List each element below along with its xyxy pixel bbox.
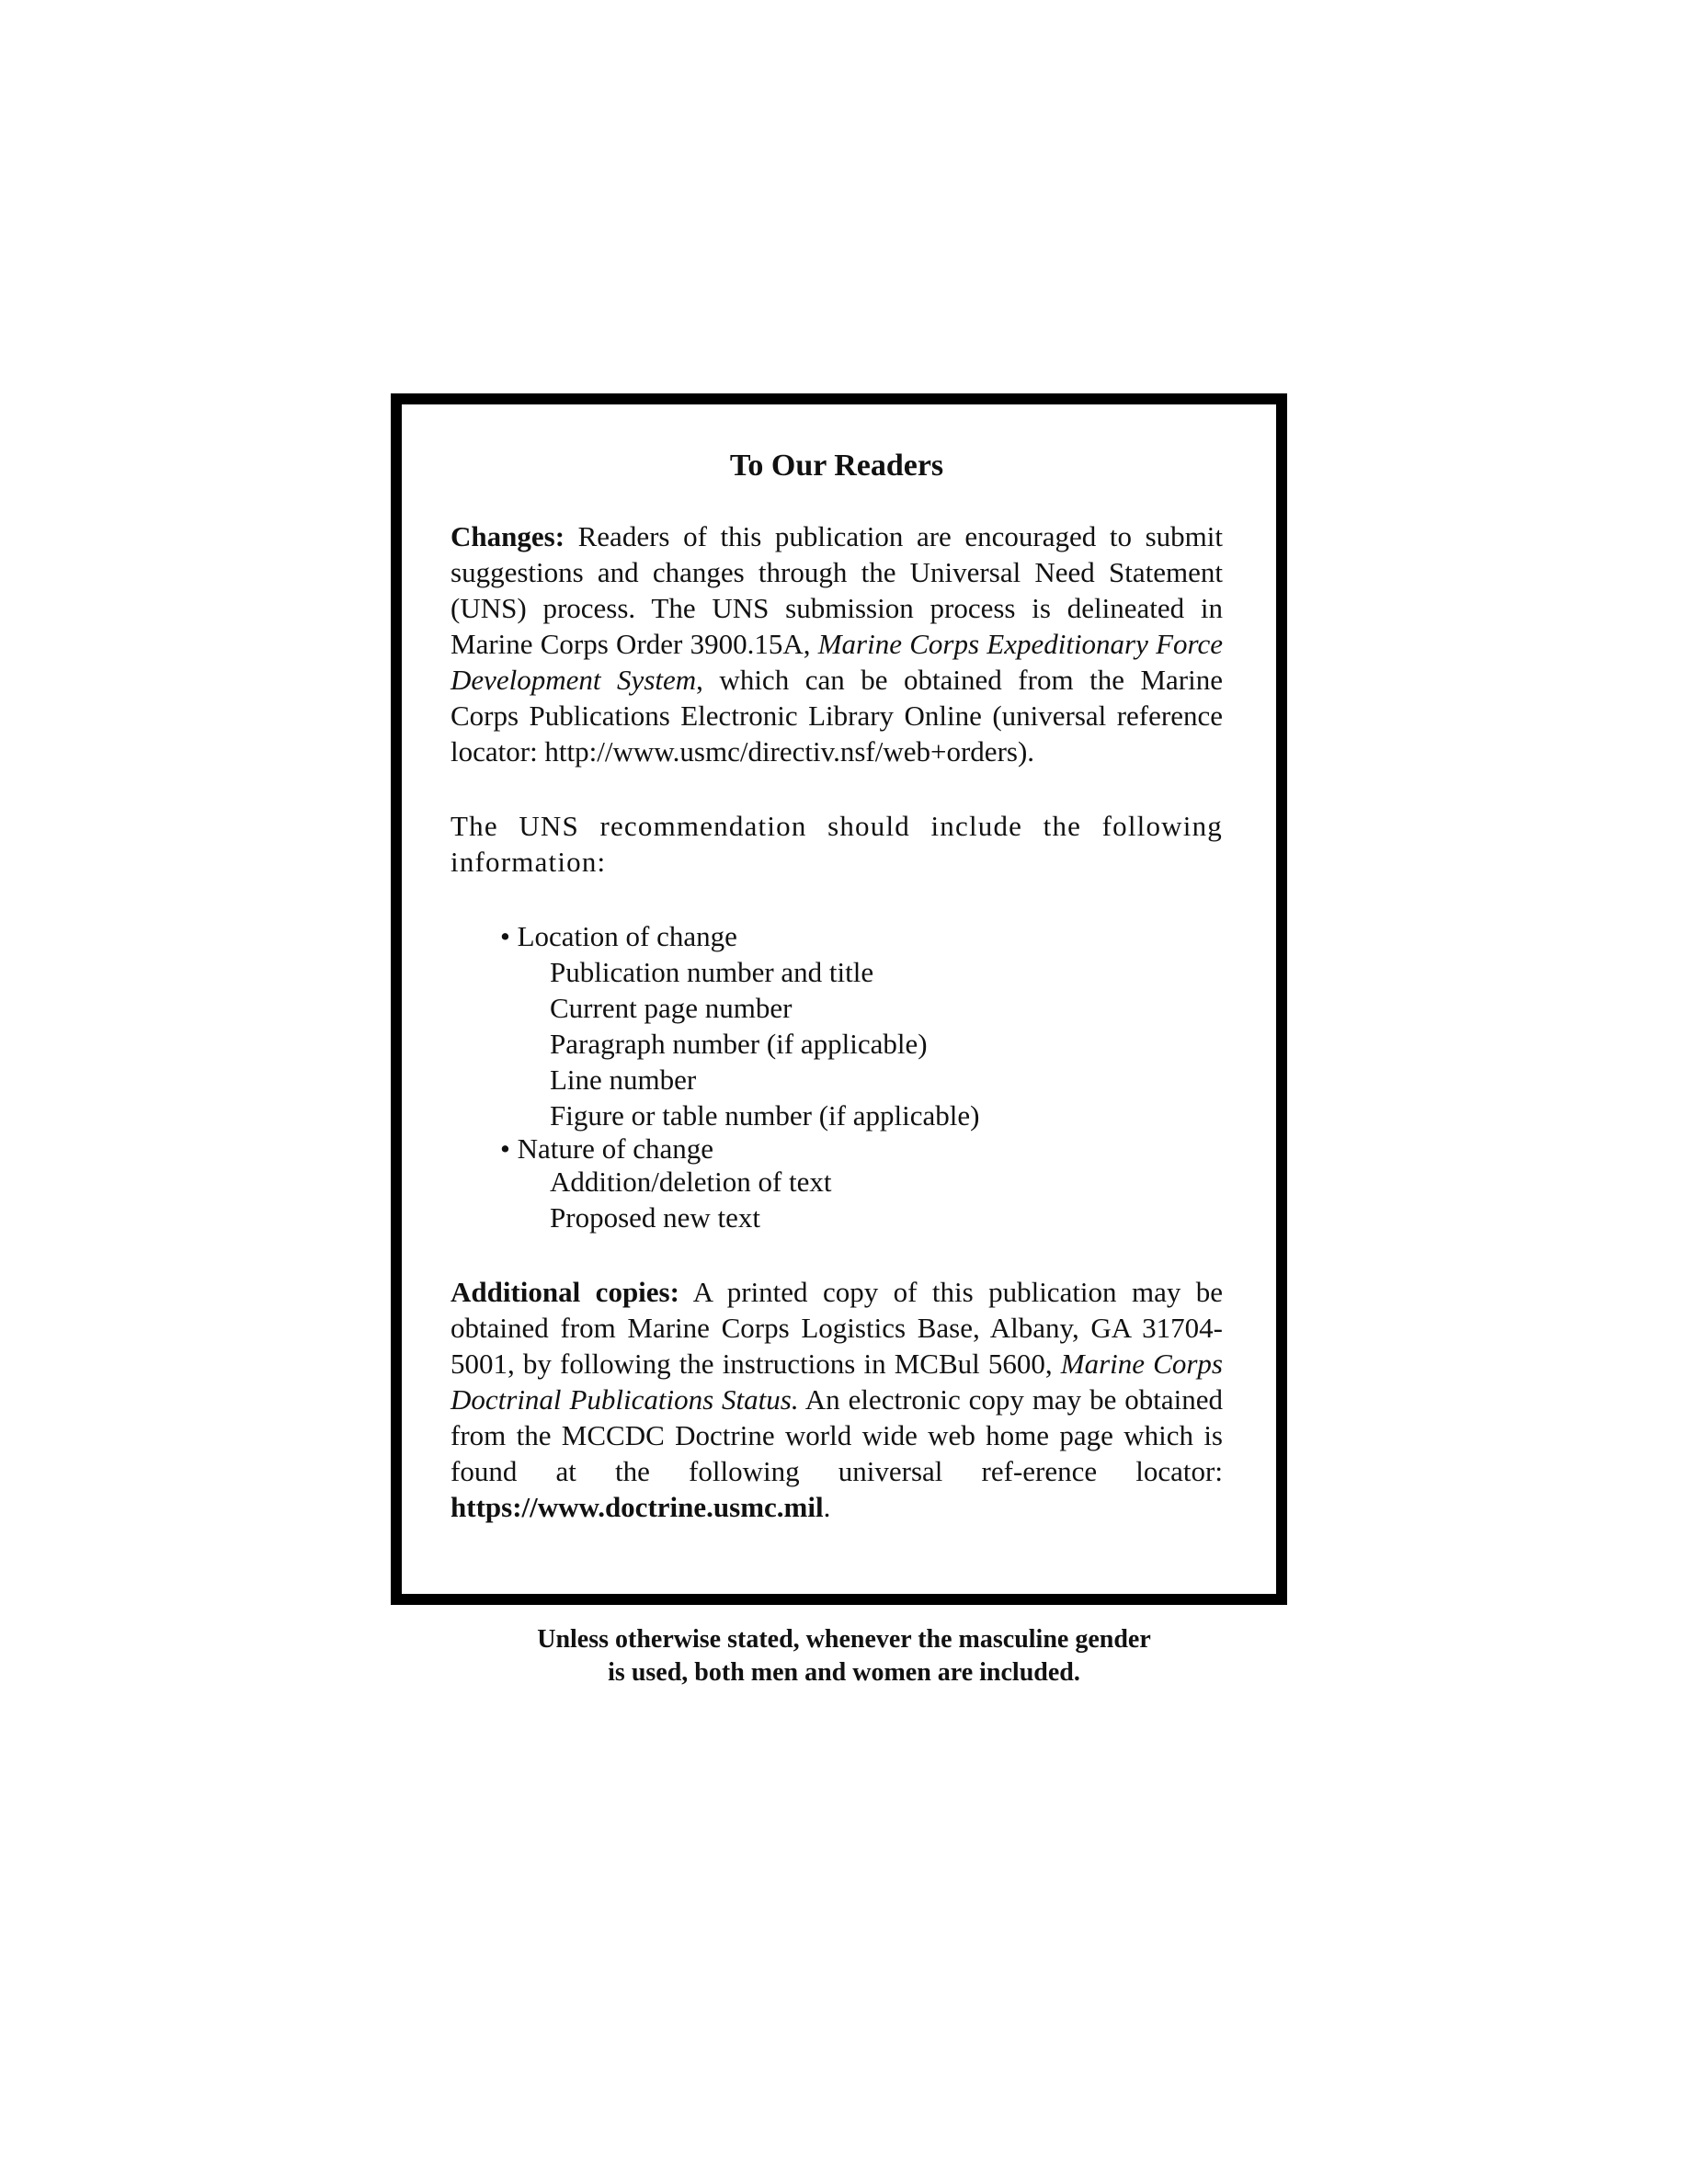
changes-italic-title: Marine Corps Expeditionary Force Development System: [451, 628, 1223, 696]
page-title: To Our Readers: [729, 449, 944, 483]
nature-item: Addition/deletion of text: [550, 1166, 832, 1198]
uns-info-list: [451, 918, 1223, 1235]
changes-text-1: Readers of this publication are encouraged to submit suggestions and changes through the Universal Need Statement (UNS) process. The UNS submission process is delineated in Marine Corps Order 3900.15A,: [451, 520, 1223, 660]
nature-bullet: • Nature of change: [500, 1132, 714, 1165]
location-item: Publication number and title: [550, 956, 874, 988]
footnote-line: is used, both men and women are included.: [608, 1658, 1080, 1687]
changes-text-2: , which can be obtained from the Marine Corps Publications Electronic Library Online (universal reference locator: http://www.usmc/directiv.nsf/web+orders).: [451, 664, 1224, 768]
location-item: Line number: [550, 1064, 697, 1096]
additional-text-3: .: [823, 1491, 831, 1523]
changes-paragraph: [451, 518, 1223, 769]
changes-label: Changes:: [451, 520, 565, 552]
additional-copies-label: Additional copies:: [451, 1276, 679, 1308]
readers-notice-content: [451, 447, 1223, 1525]
location-bullet: • Location of change: [500, 920, 737, 952]
nature-item: Proposed new text: [550, 1201, 761, 1234]
additional-copies-paragraph: [451, 1274, 1223, 1525]
uns-intro-paragraph: The UNS recommendation should include the following information:: [451, 810, 1223, 878]
location-item: Current page number: [550, 992, 793, 1024]
readers-notice-box: [391, 393, 1287, 1605]
footnote-line: Unless otherwise stated, whenever the masculine gender: [537, 1625, 1151, 1654]
additional-italic-title: Marine Corps Doctrinal Publications Status.: [451, 1348, 1223, 1416]
additional-text-1: A printed copy of this publication may be obtained from Marine Corps Logistics Base, Albany, GA 31704-5001, by following the instructions in MCBul 5600,: [451, 1276, 1224, 1380]
gender-footnote: [0, 1623, 1688, 1689]
location-item: Figure or table number (if applicable): [550, 1099, 980, 1132]
additional-text-2: An electronic copy may be obtained from the MCCDC Doctrine world wide web home page which is found at the following universal ref-erence locator:: [451, 1383, 1223, 1487]
doctrine-url-link[interactable]: https://www.doctrine.usmc.mil: [451, 1491, 824, 1523]
location-item: Paragraph number (if applicable): [550, 1028, 928, 1060]
